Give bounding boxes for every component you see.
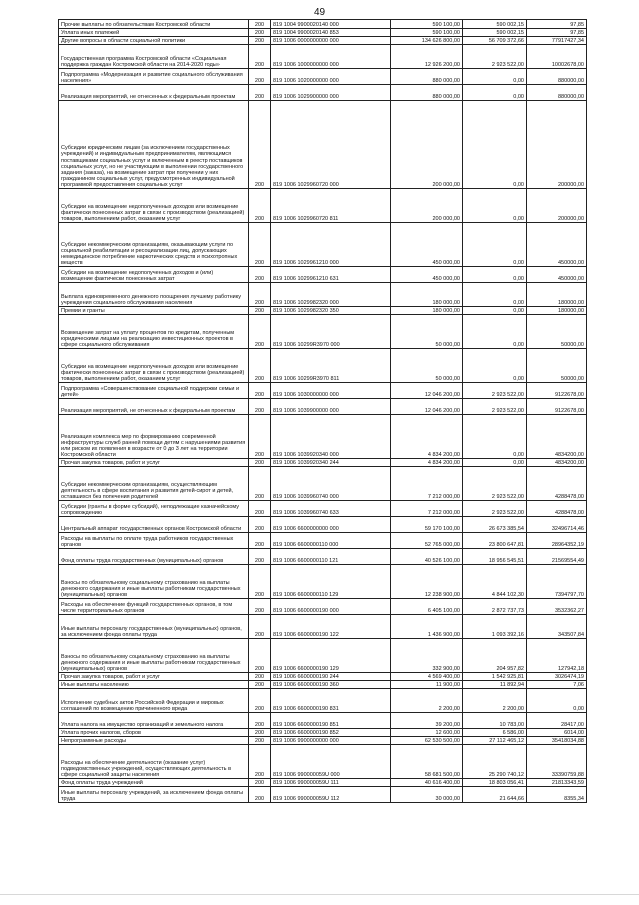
row-executed-amount: 23 800 647,81 xyxy=(463,533,527,549)
row-name: Другие вопросы в области социальной политики xyxy=(59,37,249,45)
row-approved-amount: 4 569 400,00 xyxy=(391,673,463,681)
row-name: Иные выплаты населению xyxy=(59,681,249,689)
row-name: Уплата налога на имущество организаций и земельного налога xyxy=(59,713,249,729)
row-unexecuted-amount: 3532362,27 xyxy=(527,599,587,615)
row-line-code: 200 xyxy=(249,615,271,639)
table-row xyxy=(59,399,587,415)
row-approved-amount: 12 238 900,00 xyxy=(391,565,463,599)
row-approved-amount: 12 046 200,00 xyxy=(391,383,463,399)
row-unexecuted-amount: 28964352,19 xyxy=(527,533,587,549)
row-approved-amount: 590 100,00 xyxy=(391,20,463,29)
row-line-code: 200 xyxy=(249,283,271,307)
row-line-code: 200 xyxy=(249,787,271,803)
row-line-code: 200 xyxy=(249,315,271,349)
row-line-code: 200 xyxy=(249,101,271,189)
row-approved-amount: 6 405 100,00 xyxy=(391,599,463,615)
row-line-code: 200 xyxy=(249,223,271,267)
page-number: 49 xyxy=(313,7,326,18)
row-unexecuted-amount: 4288478,00 xyxy=(527,501,587,517)
row-line-code: 200 xyxy=(249,459,271,467)
row-budget-code: 819 1006 6600000110 129 xyxy=(271,565,391,599)
row-approved-amount: 200 000,00 xyxy=(391,101,463,189)
row-approved-amount: 52 765 000,00 xyxy=(391,533,463,549)
row-name: Исполнение судебных актов Российской Федерации и мировых соглашений по возмещению причиненного вреда xyxy=(59,689,249,713)
row-executed-amount: 2 923 522,00 xyxy=(463,501,527,517)
row-line-code: 200 xyxy=(249,267,271,283)
row-executed-amount: 26 673 385,54 xyxy=(463,517,527,533)
table-row xyxy=(59,283,587,307)
row-unexecuted-amount: 50000,00 xyxy=(527,315,587,349)
row-budget-code: 819 1006 6600000190 360 xyxy=(271,681,391,689)
table-row xyxy=(59,223,587,267)
table-row xyxy=(59,307,587,315)
row-line-code: 200 xyxy=(249,673,271,681)
row-unexecuted-amount: 200000,00 xyxy=(527,101,587,189)
row-budget-code: 819 1006 1039920340 000 xyxy=(271,415,391,459)
row-executed-amount: 590 002,15 xyxy=(463,29,527,37)
row-executed-amount: 0,00 xyxy=(463,69,527,85)
row-name: Расходы на обеспечение деятельности (оказание услуг) подведомственных учреждений, осуществляющих деятельность в сфере социальной защиты населения xyxy=(59,745,249,779)
row-budget-code: 819 1006 6600000190 851 xyxy=(271,713,391,729)
row-budget-code: 819 1006 1029982320 000 xyxy=(271,283,391,307)
row-name: Реализация мероприятий, не отнесенных к федеральным проектам xyxy=(59,399,249,415)
row-budget-code: 819 1006 1020000000 000 xyxy=(271,69,391,85)
table-row xyxy=(59,599,587,615)
row-approved-amount: 7 212 000,00 xyxy=(391,467,463,501)
row-budget-code: 819 1006 10299R3970 000 xyxy=(271,315,391,349)
row-approved-amount: 39 200,00 xyxy=(391,713,463,729)
table-row xyxy=(59,383,587,399)
row-line-code: 200 xyxy=(249,737,271,745)
table-row xyxy=(59,517,587,533)
table-body xyxy=(59,20,587,803)
row-unexecuted-amount: 35418034,88 xyxy=(527,737,587,745)
row-budget-code: 819 1006 1029960720 000 xyxy=(271,101,391,189)
row-executed-amount: 0,00 xyxy=(463,415,527,459)
row-name: Расходы на обеспечение функций государственных органов, в том числе территориальных органов xyxy=(59,599,249,615)
row-executed-amount: 0,00 xyxy=(463,85,527,101)
row-executed-amount: 27 112 465,12 xyxy=(463,737,527,745)
row-executed-amount: 18 803 056,41 xyxy=(463,779,527,787)
row-name: Премии и гранты xyxy=(59,307,249,315)
row-executed-amount: 2 200,00 xyxy=(463,689,527,713)
row-unexecuted-amount: 32496714,46 xyxy=(527,517,587,533)
table-row xyxy=(59,101,587,189)
table-row xyxy=(59,745,587,779)
table-row xyxy=(59,69,587,85)
table-row xyxy=(59,29,587,37)
row-approved-amount: 200 000,00 xyxy=(391,189,463,223)
table-row xyxy=(59,349,587,383)
row-executed-amount: 590 002,15 xyxy=(463,20,527,29)
row-name: Непрограммные расходы xyxy=(59,737,249,745)
row-executed-amount: 0,00 xyxy=(463,101,527,189)
table-row xyxy=(59,533,587,549)
table-row xyxy=(59,549,587,565)
row-executed-amount: 0,00 xyxy=(463,459,527,467)
row-executed-amount: 56 709 372,66 xyxy=(463,37,527,45)
row-executed-amount: 6 586,00 xyxy=(463,729,527,737)
row-approved-amount: 12 926 200,00 xyxy=(391,45,463,69)
row-unexecuted-amount: 4834200,00 xyxy=(527,415,587,459)
row-approved-amount: 7 212 000,00 xyxy=(391,501,463,517)
row-approved-amount: 590 100,00 xyxy=(391,29,463,37)
row-budget-code: 819 1006 6600000110 000 xyxy=(271,533,391,549)
row-approved-amount: 4 834 200,00 xyxy=(391,415,463,459)
row-unexecuted-amount: 21569554,49 xyxy=(527,549,587,565)
row-unexecuted-amount: 3026474,19 xyxy=(527,673,587,681)
row-name: Субсидии некоммерческим организациям, осуществляющим деятельность в сфере воспитания и развития детей-сирот и детей, оставшихся без попечения родителей xyxy=(59,467,249,501)
row-approved-amount: 4 834 200,00 xyxy=(391,459,463,467)
table-row xyxy=(59,681,587,689)
row-unexecuted-amount: 7394797,70 xyxy=(527,565,587,599)
row-budget-code: 819 1006 1039900000 000 xyxy=(271,399,391,415)
row-name: Взносы по обязательному социальному страхованию на выплаты денежного содержания и иные выплаты работникам государственных (муниципальных) органов xyxy=(59,639,249,673)
table-row xyxy=(59,85,587,101)
table-row xyxy=(59,37,587,45)
row-name: Субсидии юридическим лицам (за исключением государственных учреждений) и индивидуальным предпринимателям, являющимся поставщиками социальных услуг и включенным в реестр поставщиков социальных услуг, но не участвующим в выполнении государственного задания (заказа), на возмещение затрат при получении у них гражданином социальных услуг, предусмотренных индивидуальной программой предоставления социальных услуг xyxy=(59,101,249,189)
row-name: Иные выплаты персоналу учреждений, за исключением фонда оплаты труда xyxy=(59,787,249,803)
row-approved-amount: 50 000,00 xyxy=(391,315,463,349)
row-unexecuted-amount: 180000,00 xyxy=(527,307,587,315)
row-unexecuted-amount: 33390759,88 xyxy=(527,745,587,779)
row-name: Субсидии на возмещение недополученных доходов или возмещение фактически понесенных затрат в связи с производством (реализацией) товаров, выполнением работ, оказанием услуг xyxy=(59,189,249,223)
row-unexecuted-amount: 343507,84 xyxy=(527,615,587,639)
row-unexecuted-amount: 0,00 xyxy=(527,689,587,713)
row-unexecuted-amount: 8355,34 xyxy=(527,787,587,803)
row-unexecuted-amount: 880000,00 xyxy=(527,85,587,101)
table-row xyxy=(59,639,587,673)
table-row xyxy=(59,615,587,639)
row-budget-code: 819 1006 10299R3970 811 xyxy=(271,349,391,383)
page-bottom-rule xyxy=(0,894,639,895)
row-approved-amount: 30 000,00 xyxy=(391,787,463,803)
row-executed-amount: 204 957,82 xyxy=(463,639,527,673)
row-unexecuted-amount: 9122678,00 xyxy=(527,383,587,399)
row-unexecuted-amount: 880000,00 xyxy=(527,69,587,85)
row-unexecuted-amount: 10002678,00 xyxy=(527,45,587,69)
row-line-code: 200 xyxy=(249,681,271,689)
table-row xyxy=(59,729,587,737)
row-budget-code: 819 1006 1039920340 244 xyxy=(271,459,391,467)
row-executed-amount: 11 892,94 xyxy=(463,681,527,689)
row-line-code: 200 xyxy=(249,45,271,69)
table-row xyxy=(59,20,587,29)
row-budget-code: 819 1006 9900000000 000 xyxy=(271,737,391,745)
row-executed-amount: 25 290 740,12 xyxy=(463,745,527,779)
row-unexecuted-amount: 50000,00 xyxy=(527,349,587,383)
row-executed-amount: 0,00 xyxy=(463,189,527,223)
table-row xyxy=(59,737,587,745)
row-name: Прочая закупка товаров, работ и услуг xyxy=(59,673,249,681)
row-approved-amount: 12 046 200,00 xyxy=(391,399,463,415)
row-line-code: 200 xyxy=(249,467,271,501)
row-line-code: 200 xyxy=(249,533,271,549)
table-row xyxy=(59,45,587,69)
table-row xyxy=(59,673,587,681)
table-row xyxy=(59,467,587,501)
row-executed-amount: 0,00 xyxy=(463,349,527,383)
row-unexecuted-amount: 97,85 xyxy=(527,29,587,37)
row-approved-amount: 11 900,00 xyxy=(391,681,463,689)
row-approved-amount: 450 000,00 xyxy=(391,267,463,283)
table-row xyxy=(59,787,587,803)
row-executed-amount: 0,00 xyxy=(463,223,527,267)
row-line-code: 200 xyxy=(249,517,271,533)
table-row xyxy=(59,415,587,459)
row-executed-amount: 0,00 xyxy=(463,267,527,283)
row-approved-amount: 134 626 800,00 xyxy=(391,37,463,45)
row-unexecuted-amount: 97,85 xyxy=(527,20,587,29)
row-line-code: 200 xyxy=(249,599,271,615)
row-name: Выплата единовременного денежного поощрения лучшему работнику учреждения социального обслуживания населения xyxy=(59,283,249,307)
row-name: Взносы по обязательному социальному страхованию на выплаты денежного содержания и иные выплаты работникам государственных (муниципальных) органов xyxy=(59,565,249,599)
row-line-code: 200 xyxy=(249,689,271,713)
row-line-code: 200 xyxy=(249,189,271,223)
row-budget-code: 819 1006 6600000190 244 xyxy=(271,673,391,681)
row-budget-code: 819 1006 1039960740 000 xyxy=(271,467,391,501)
row-line-code: 200 xyxy=(249,69,271,85)
row-unexecuted-amount: 77917427,34 xyxy=(527,37,587,45)
row-name: Фонд оплаты труда государственных (муниципальных) органов xyxy=(59,549,249,565)
table-row xyxy=(59,689,587,713)
row-budget-code: 819 1006 1029982320 350 xyxy=(271,307,391,315)
row-unexecuted-amount: 9122678,00 xyxy=(527,399,587,415)
row-unexecuted-amount: 4288478,00 xyxy=(527,467,587,501)
row-executed-amount: 18 956 545,51 xyxy=(463,549,527,565)
table-row xyxy=(59,565,587,599)
table-row xyxy=(59,189,587,223)
row-line-code: 200 xyxy=(249,37,271,45)
row-name: Фонд оплаты труда учреждений xyxy=(59,779,249,787)
row-approved-amount: 40 526 100,00 xyxy=(391,549,463,565)
row-name: Прочая закупка товаров, работ и услуг xyxy=(59,459,249,467)
row-name: Уплата иных платежей xyxy=(59,29,249,37)
row-budget-code: 819 1006 1030000000 000 xyxy=(271,383,391,399)
row-executed-amount: 1 093 392,16 xyxy=(463,615,527,639)
row-line-code: 200 xyxy=(249,639,271,673)
row-executed-amount: 0,00 xyxy=(463,283,527,307)
table-row xyxy=(59,315,587,349)
row-budget-code: 819 1006 1029961210 000 xyxy=(271,223,391,267)
row-name: Центральный аппарат государственных органов Костромской области xyxy=(59,517,249,533)
row-name: Реализация комплекса мер по формированию современной инфраструктуры служб ранней помощи детям с нарушениями развития или риском их появления в возрасте от 0 до 3 лет на территории Костромской области xyxy=(59,415,249,459)
row-approved-amount: 180 000,00 xyxy=(391,283,463,307)
row-budget-code: 819 1006 0000000000 000 xyxy=(271,37,391,45)
table-row xyxy=(59,459,587,467)
row-line-code: 200 xyxy=(249,713,271,729)
row-executed-amount: 10 783,00 xyxy=(463,713,527,729)
row-line-code: 200 xyxy=(249,415,271,459)
row-line-code: 200 xyxy=(249,20,271,29)
row-executed-amount: 21 644,66 xyxy=(463,787,527,803)
row-budget-code: 819 1006 6600000190 831 xyxy=(271,689,391,713)
row-budget-code: 819 1006 6600000000 000 xyxy=(271,517,391,533)
row-name: Возмещение затрат на уплату процентов по кредитам, полученным юридическими лицами на реализацию инвестиционных проектов в сфере социального обслуживания xyxy=(59,315,249,349)
row-approved-amount: 50 000,00 xyxy=(391,349,463,383)
row-line-code: 200 xyxy=(249,501,271,517)
budget-table-container xyxy=(58,19,586,803)
table-row xyxy=(59,501,587,517)
row-executed-amount: 0,00 xyxy=(463,315,527,349)
row-unexecuted-amount: 4834200,00 xyxy=(527,459,587,467)
row-unexecuted-amount: 180000,00 xyxy=(527,283,587,307)
row-name: Субсидии (гранты в форме субсидий), неподлежащие казначейскому сопровождению xyxy=(59,501,249,517)
budget-execution-table xyxy=(58,19,587,803)
row-unexecuted-amount: 200000,00 xyxy=(527,189,587,223)
row-budget-code: 819 1006 990000059U 111 xyxy=(271,779,391,787)
table-row xyxy=(59,779,587,787)
row-executed-amount: 2 872 737,73 xyxy=(463,599,527,615)
row-approved-amount: 2 200,00 xyxy=(391,689,463,713)
row-executed-amount: 2 923 522,00 xyxy=(463,383,527,399)
row-name: Уплата прочих налогов, сборов xyxy=(59,729,249,737)
row-budget-code: 819 1004 9900020140 853 xyxy=(271,29,391,37)
row-executed-amount: 1 542 925,81 xyxy=(463,673,527,681)
row-name: Реализация мероприятий, не отнесенных к федеральным проектам xyxy=(59,85,249,101)
row-approved-amount: 880 000,00 xyxy=(391,85,463,101)
row-line-code: 200 xyxy=(249,565,271,599)
row-approved-amount: 880 000,00 xyxy=(391,69,463,85)
row-line-code: 200 xyxy=(249,383,271,399)
row-approved-amount: 58 681 500,00 xyxy=(391,745,463,779)
row-approved-amount: 450 000,00 xyxy=(391,223,463,267)
row-approved-amount: 12 600,00 xyxy=(391,729,463,737)
row-line-code: 200 xyxy=(249,399,271,415)
row-line-code: 200 xyxy=(249,729,271,737)
row-approved-amount: 40 616 400,00 xyxy=(391,779,463,787)
row-budget-code: 819 1006 990000059U 112 xyxy=(271,787,391,803)
row-name: Субсидии некоммерческим организациям, оказывающим услуги по социальной реабилитации и ресоциализации лиц, допускающих немедицинское потребление наркотических средств и психотропных веществ xyxy=(59,223,249,267)
row-executed-amount: 2 923 522,00 xyxy=(463,467,527,501)
row-budget-code: 819 1006 1000000000 000 xyxy=(271,45,391,69)
row-budget-code: 819 1006 6600000190 852 xyxy=(271,729,391,737)
row-budget-code: 819 1006 6600000190 122 xyxy=(271,615,391,639)
row-executed-amount: 4 844 102,30 xyxy=(463,565,527,599)
row-name: Расходы на выплаты по оплате труда работников государственных органов xyxy=(59,533,249,549)
row-approved-amount: 332 900,00 xyxy=(391,639,463,673)
row-name: Прочие выплаты по обязательствам Костромской области xyxy=(59,20,249,29)
row-unexecuted-amount: 127942,18 xyxy=(527,639,587,673)
row-line-code: 200 xyxy=(249,745,271,779)
row-approved-amount: 1 436 900,00 xyxy=(391,615,463,639)
row-budget-code: 819 1006 1039960740 633 xyxy=(271,501,391,517)
row-budget-code: 819 1006 6600000190 000 xyxy=(271,599,391,615)
table-row xyxy=(59,267,587,283)
row-approved-amount: 62 530 500,00 xyxy=(391,737,463,745)
row-executed-amount: 0,00 xyxy=(463,307,527,315)
row-executed-amount: 2 923 522,00 xyxy=(463,399,527,415)
row-budget-code: 819 1006 1029900000 000 xyxy=(271,85,391,101)
row-name: Субсидии на возмещение недополученных доходов и (или) возмещение фактически понесенных затрат xyxy=(59,267,249,283)
row-executed-amount: 2 923 522,00 xyxy=(463,45,527,69)
row-budget-code: 819 1006 1029960720 811 xyxy=(271,189,391,223)
row-line-code: 200 xyxy=(249,549,271,565)
row-line-code: 200 xyxy=(249,29,271,37)
row-unexecuted-amount: 450000,00 xyxy=(527,223,587,267)
row-unexecuted-amount: 450000,00 xyxy=(527,267,587,283)
row-name: Подпрограмма «Совершенствование социальной поддержки семьи и детей» xyxy=(59,383,249,399)
row-budget-code: 819 1006 990000059U 000 xyxy=(271,745,391,779)
row-approved-amount: 180 000,00 xyxy=(391,307,463,315)
row-unexecuted-amount: 6014,00 xyxy=(527,729,587,737)
row-line-code: 200 xyxy=(249,779,271,787)
row-budget-code: 819 1006 6600000110 121 xyxy=(271,549,391,565)
row-line-code: 200 xyxy=(249,85,271,101)
row-budget-code: 819 1004 9900020140 000 xyxy=(271,20,391,29)
row-name: Государственная программа Костромской области «Социальная поддержка граждан Костромской области на 2014-2020 годы» xyxy=(59,45,249,69)
row-unexecuted-amount: 28417,00 xyxy=(527,713,587,729)
row-name: Подпрограмма «Модернизация и развитие социального обслуживания населения» xyxy=(59,69,249,85)
row-unexecuted-amount: 21813343,59 xyxy=(527,779,587,787)
row-name: Субсидии на возмещение недополученных доходов или возмещение фактически понесенных затрат в связи с производством (реализацией) товаров, выполнением работ, оказанием услуг xyxy=(59,349,249,383)
row-line-code: 200 xyxy=(249,307,271,315)
row-unexecuted-amount: 7,06 xyxy=(527,681,587,689)
row-budget-code: 819 1006 6600000190 129 xyxy=(271,639,391,673)
table-row xyxy=(59,713,587,729)
row-line-code: 200 xyxy=(249,349,271,383)
row-approved-amount: 59 170 100,00 xyxy=(391,517,463,533)
row-budget-code: 819 1006 1029961210 631 xyxy=(271,267,391,283)
row-name: Иные выплаты персоналу государственных (муниципальных) органов, за исключением фонда оплаты труда xyxy=(59,615,249,639)
